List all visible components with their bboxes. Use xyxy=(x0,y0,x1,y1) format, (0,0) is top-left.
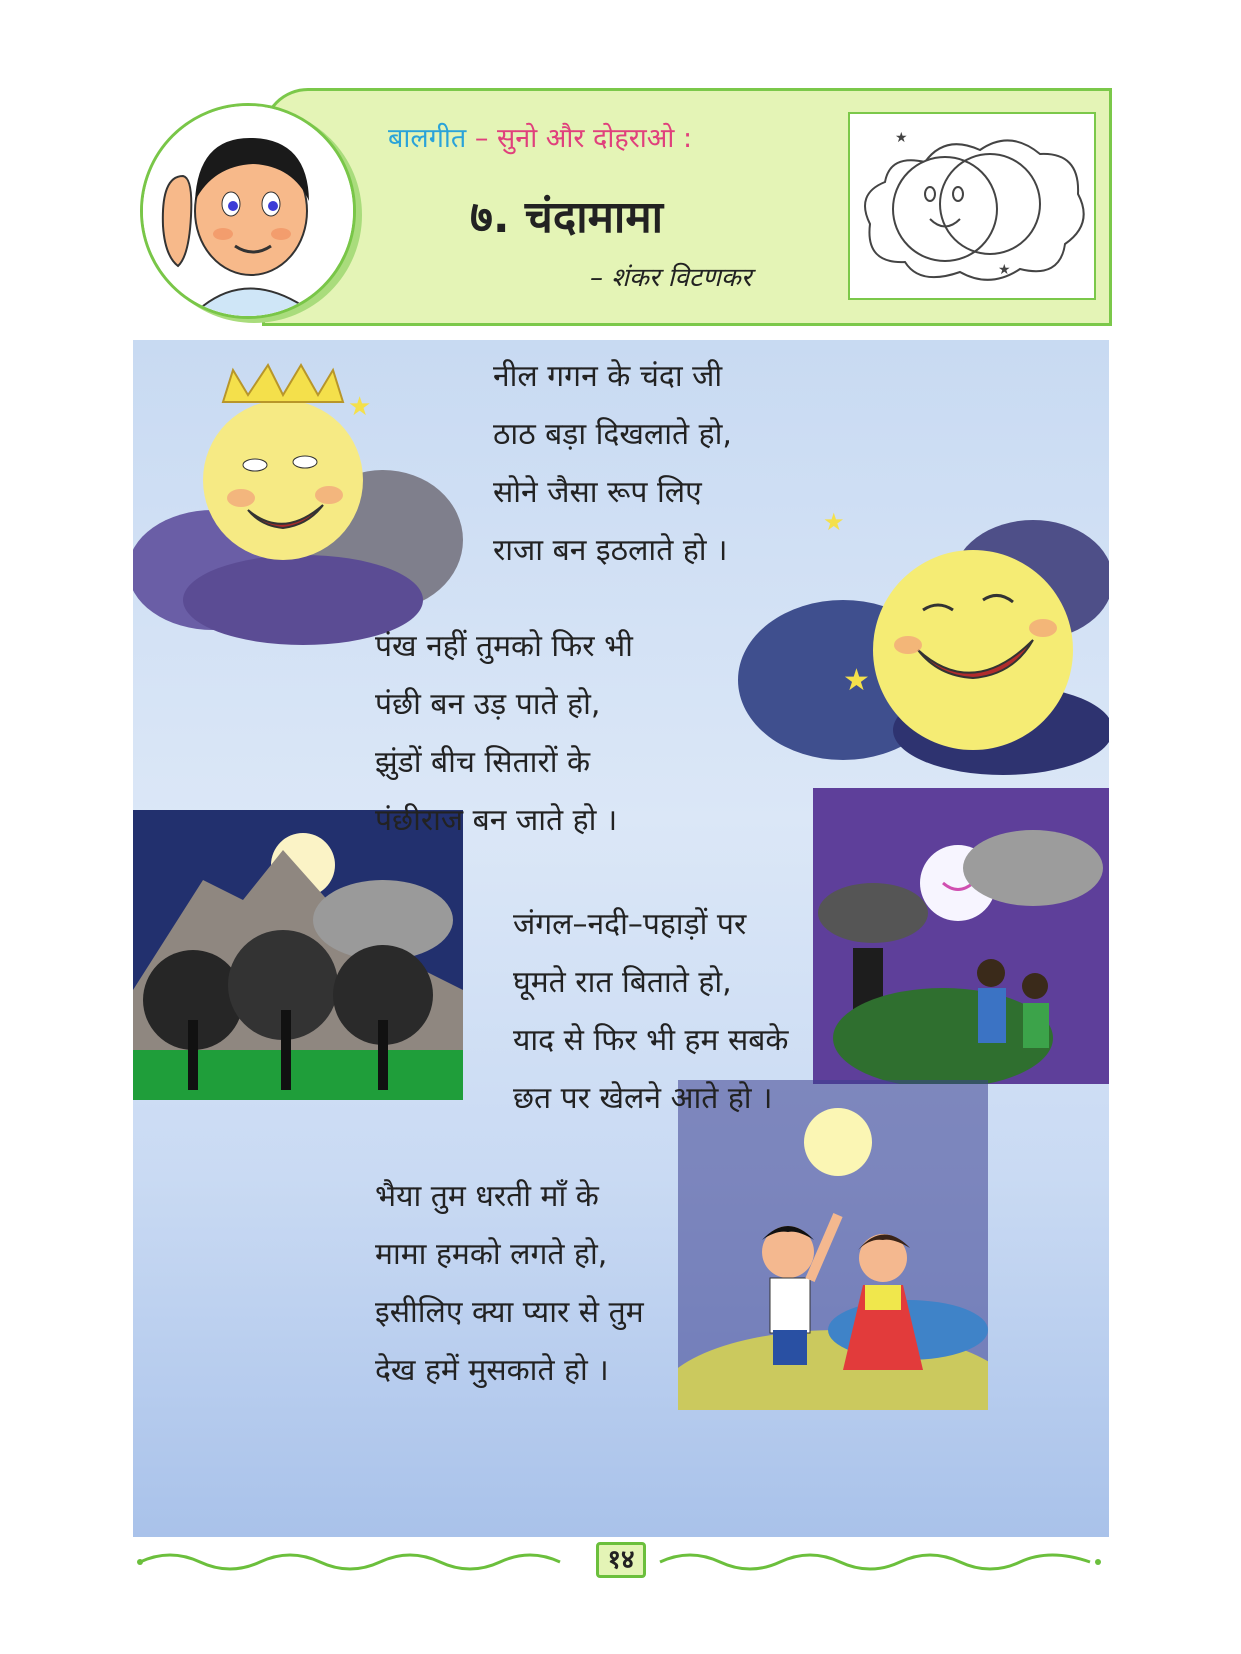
poem-stanza-3 xyxy=(513,896,788,1128)
poem-line: याद से फिर भी हम सबके xyxy=(513,1023,789,1058)
poem-stanza-2 xyxy=(375,618,633,850)
section-label xyxy=(388,118,692,155)
poem-line: घूमते रात बिताते हो, xyxy=(513,965,732,1000)
svg-text:★: ★ xyxy=(348,392,372,422)
poem-line: पंछी बन उड़ पाते हो, xyxy=(375,687,601,722)
author-name: – शंकर विटणकर xyxy=(590,263,752,293)
lesson-title: ७. चंदामामा xyxy=(470,192,664,243)
poem-line: भैया तुम धरती माँ के xyxy=(375,1179,599,1214)
children-city-moon-illustration xyxy=(813,788,1109,1084)
poem-line: ठाठ बड़ा दिखलाते हो, xyxy=(493,417,732,452)
poem-line: जंगल–नदी–पहाड़ों पर xyxy=(513,907,747,942)
poem-line: छत पर खेलने आते हो । xyxy=(513,1081,773,1116)
svg-text:★: ★ xyxy=(823,508,845,536)
svg-text:★: ★ xyxy=(843,663,870,698)
svg-text:★: ★ xyxy=(895,130,908,146)
poem-panel xyxy=(133,340,1109,1537)
poem-line: पंछीराज बन जाते हो । xyxy=(375,803,618,838)
svg-text:★: ★ xyxy=(998,262,1011,278)
poem-line: सोने जैसा रूप लिए xyxy=(493,475,702,510)
king-moon-illustration xyxy=(133,350,463,650)
poem-stanza-1 xyxy=(493,348,732,580)
poem-line: इसीलिए क्या प्यार से तुम xyxy=(375,1295,644,1330)
laughing-moon-illustration xyxy=(733,490,1109,800)
page-number: १४ xyxy=(596,1542,646,1578)
poem-line: नील गगन के चंदा जी xyxy=(493,359,723,394)
poem-line: पंख नहीं तुमको फिर भी xyxy=(375,629,633,664)
section-label-instruction: – सुनो और दोहराओ : xyxy=(466,123,693,154)
mountain-forest-illustration xyxy=(133,810,463,1100)
moon-cloud-sketch-icon xyxy=(848,112,1096,300)
poem-line: देख हमें मुसकाते हो । xyxy=(375,1353,609,1388)
poem-stanza-4 xyxy=(375,1168,644,1400)
poem-line: झुंडों बीच सितारों के xyxy=(375,745,591,780)
section-label-genre: बालगीत xyxy=(388,123,467,154)
listening-boy-icon xyxy=(140,103,356,319)
poem-line: राजा बन इठलाते हो । xyxy=(493,533,728,568)
poem-line: मामा हमको लगते हो, xyxy=(375,1237,608,1272)
children-full-moon-illustration xyxy=(678,1080,988,1410)
